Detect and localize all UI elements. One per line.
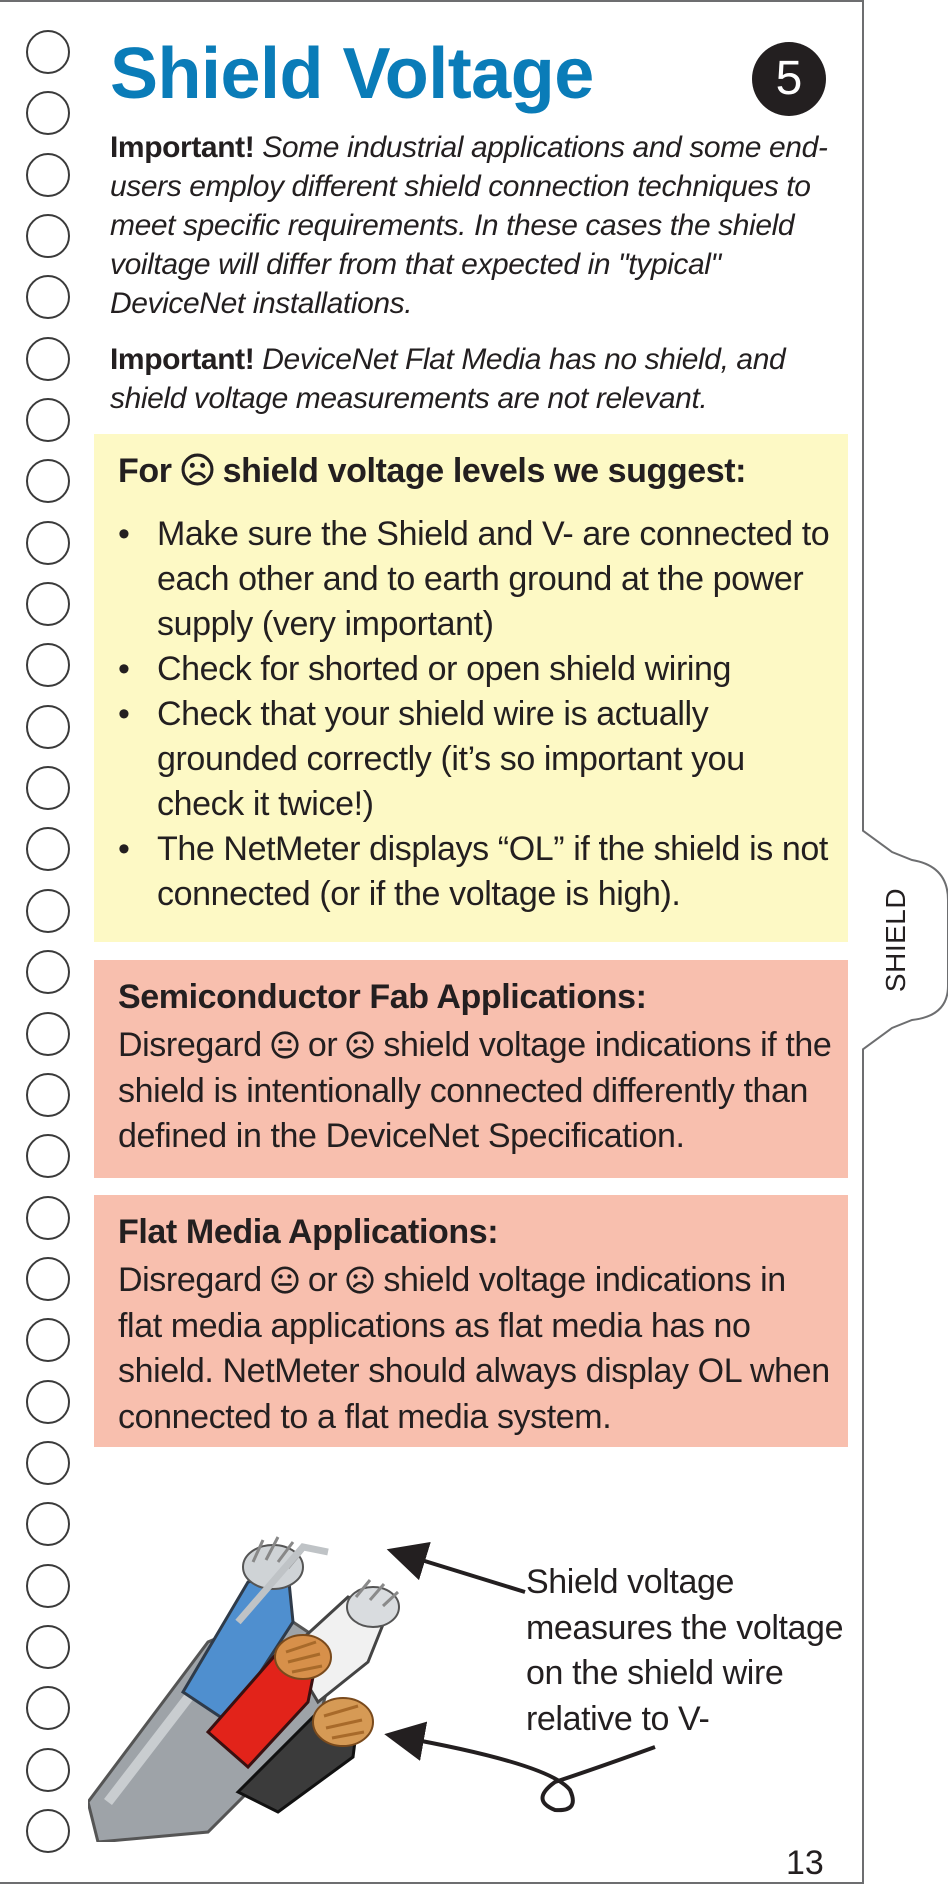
semiconductor-title: Semiconductor Fab Applications:	[118, 978, 647, 1016]
binding-hole	[26, 582, 70, 626]
binding-hole	[26, 827, 70, 871]
binding-hole	[26, 1441, 70, 1485]
binding-hole	[26, 950, 70, 994]
flat-media-title: Flat Media Applications:	[118, 1213, 499, 1251]
semiconductor-box	[94, 960, 848, 1178]
sad-face-icon	[181, 453, 214, 486]
flat-media-box	[94, 1195, 848, 1447]
list-item: • Check for shorted or open shield wiring	[118, 650, 732, 688]
neutral-face-icon	[271, 1266, 299, 1294]
binding-hole	[26, 1134, 70, 1178]
intro-text: DeviceNet Flat Media has no shield, and shield voltage measurements are not relevant.	[110, 343, 786, 415]
binding-hole	[26, 643, 70, 687]
binding-hole	[26, 1502, 70, 1546]
binding-hole	[26, 1686, 70, 1730]
binding-hole	[26, 398, 70, 442]
binding-hole	[26, 705, 70, 749]
neutral-face-icon	[271, 1031, 299, 1059]
binding-hole	[26, 1318, 70, 1362]
important-label: Important!	[110, 343, 255, 376]
binding-hole	[26, 1012, 70, 1056]
suggestion-list	[118, 512, 838, 917]
binding-hole	[26, 275, 70, 319]
list-item: • Check that your shield wire is actually grounded correctly (it’s so important you check it twice!)	[118, 695, 745, 823]
binding-hole	[26, 1196, 70, 1240]
binding-hole	[26, 337, 70, 381]
semiconductor-text: Disregard or shield voltage indications if the shield is intentionally connected differently than defined in the DeviceNet Specification.	[118, 1026, 832, 1155]
binding-hole	[26, 766, 70, 810]
list-item: • Make sure the Shield and V- are connected to each other and to earth ground at the power supply (very important)	[118, 515, 830, 643]
flat-media-text: Disregard or shield voltage indications in flat media applications as flat media has no shield. NetMeter should always display OL when connected to a flat media system.	[118, 1261, 830, 1436]
intro-paragraph-1	[110, 128, 830, 323]
binding-hole	[26, 889, 70, 933]
step-badge: 5	[752, 42, 826, 116]
binding-hole	[26, 1380, 70, 1424]
figure-caption: Shield voltage measures the voltage on the shield wire relative to V-	[526, 1563, 844, 1738]
sad-face-icon	[346, 1031, 374, 1059]
binding-hole	[26, 1073, 70, 1117]
list-item: • The NetMeter displays “OL” if the shield is not connected (or if the voltage is high).	[118, 830, 828, 913]
sad-face-icon	[346, 1266, 374, 1294]
binding-hole	[26, 1625, 70, 1669]
intro-text: Some industrial applications and some end-users employ different shield connection techniques to meet specific requirements. In these cases the shield voiltage will differ from that expected in "typical" DeviceNet installations.	[110, 131, 828, 320]
binding-hole	[26, 1748, 70, 1792]
page-title: Shield Voltage	[110, 34, 594, 114]
binding-hole	[26, 1564, 70, 1608]
binding-hole	[26, 1257, 70, 1301]
binding-hole	[26, 91, 70, 135]
suggestion-box	[94, 434, 848, 942]
spiral-binding-holes	[26, 30, 72, 1870]
intro-paragraph-2	[110, 340, 830, 418]
binding-hole	[26, 214, 70, 258]
binding-hole	[26, 459, 70, 503]
suggestion-title: For shield voltage levels we suggest:	[118, 452, 747, 490]
binding-hole	[26, 30, 70, 74]
page-number: 13	[786, 1844, 824, 1882]
important-label: Important!	[110, 131, 255, 164]
binding-hole	[26, 153, 70, 197]
binding-hole	[26, 521, 70, 565]
binding-hole	[26, 1809, 70, 1853]
